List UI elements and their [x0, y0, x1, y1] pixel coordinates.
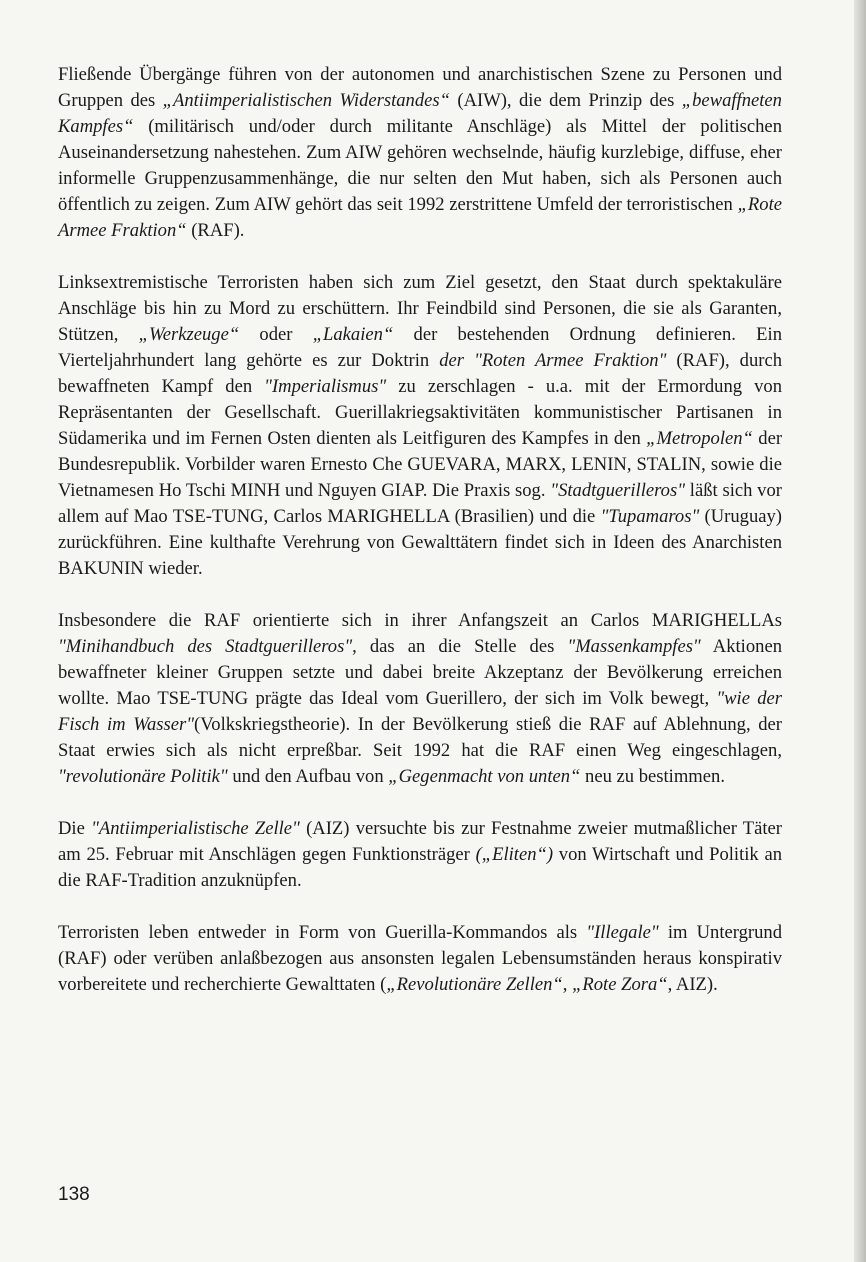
page-edge-shadow: [854, 0, 866, 1262]
text-segment: von Wirtschaft und Politik an die RAF-Tradition anzuknüpfen.: [58, 844, 782, 891]
text-segment: (AIZ) versuchte bis zur Festnahme zweier mutmaßlicher Täter am 25. Februar mit Anschlägen gegen Funktionsträger: [58, 818, 782, 865]
italic-segment: „Rote Armee Fraktion“: [58, 194, 782, 241]
text-segment: , AIZ).: [667, 974, 718, 995]
text-segment: Terroristen leben entweder in Form von Guerilla-Kommandos als: [58, 922, 587, 943]
italic-segment: „Rote Zora“: [572, 974, 668, 995]
text-segment: neu zu bestimmen.: [580, 766, 725, 787]
text-segment: Insbesondere die RAF orientierte sich in ihrer Anfangszeit an Carlos MARIGHELLAs: [58, 610, 782, 631]
text-segment: und den Aufbau von: [227, 766, 389, 787]
paragraph-linksextremistische-terroristen: [58, 270, 782, 582]
text-segment: oder: [239, 324, 313, 345]
italic-segment: "Imperialismus": [264, 376, 387, 397]
italic-segment: "Tupamaros": [600, 506, 700, 527]
italic-segment: "Stadtguerilleros": [550, 480, 686, 501]
italic-segment: „Antiimperialistischen Widerstandes“: [162, 90, 450, 111]
italic-segment: der "Roten Armee Fraktion": [439, 350, 667, 371]
text-segment: (RAF).: [186, 220, 245, 241]
text-segment: , das an die Stelle des: [352, 636, 568, 657]
italic-segment: "wie der Fisch im Wasser": [58, 688, 782, 735]
text-segment: im Untergrund (RAF) oder verüben anlaßbezogen aus ansonsten legalen Lebensumständen heraus konspirativ vorbereitete und recherchierte Gewalttaten (: [58, 922, 782, 995]
italic-segment: "Minihandbuch des Stadtguerilleros": [58, 636, 353, 657]
italic-segment: „bewaffneten Kampfes“: [58, 90, 782, 137]
text-segment: Fließende Übergänge führen von der autonomen und anarchistischen Szene zu Personen und Gruppen des: [58, 64, 782, 111]
italic-segment: "revolutionäre Politik": [58, 766, 228, 787]
italic-segment: („Eliten“): [475, 844, 554, 865]
italic-segment: „Metropolen“: [646, 428, 753, 449]
text-segment: Die: [58, 818, 92, 839]
body-text: [58, 62, 782, 1024]
italic-segment: „Gegenmacht von unten“: [388, 766, 581, 787]
italic-segment: "Antiimperialistische Zelle": [91, 818, 300, 839]
paragraph-aiw: [58, 62, 782, 244]
page-number: 138: [58, 1184, 90, 1205]
text-segment: (RAF), durch bewaffneten Kampf den: [58, 350, 782, 397]
italic-segment: "Massenkampfes": [567, 636, 701, 657]
text-segment: (Volkskriegstheorie). In der Bevölkerung stieß die RAF auf Ablehnung, der Staat erwies sich als nicht erpreßbar. Seit 1992 hat die RAF einen Weg eingeschlagen,: [58, 714, 782, 761]
text-segment: der bestehenden Ordnung definieren. Ein Vierteljahrhundert lang gehörte es zur Doktrin: [58, 324, 782, 371]
italic-segment: „Revolutionäre Zellen“: [386, 974, 563, 995]
text-segment: (Uruguay) zurückführen. Eine kulthafte Verehrung von Gewalttätern findet sich in Ideen des Anarchisten BAKUNIN wieder.: [58, 506, 782, 579]
text-segment: Linksextremistische Terroristen haben sich zum Ziel gesetzt, den Staat durch spektakuläre Anschläge bis hin zu Mord zu erschüttern. Ihr Feindbild sind Personen, die sie als Garanten, Stützen,: [58, 272, 782, 345]
text-segment: zu zerschlagen - u.a. mit der Ermordung von Repräsentanten der Gesellschaft. Guerillakriegsaktivitäten kommunistischer Partisanen in Südamerika und im Fernen Osten dienten als Leitfiguren des Kampfes in den: [58, 376, 783, 449]
paragraph-aiz: [58, 816, 782, 894]
italic-segment: "Illegale": [586, 922, 659, 943]
paragraph-terroristen-leben: [58, 920, 782, 998]
text-segment: (AIW), die dem Prinzip des: [449, 90, 682, 111]
italic-segment: „Lakaien“: [312, 324, 394, 345]
italic-segment: „Werkzeuge“: [138, 324, 240, 345]
text-segment: der Bundesrepublik. Vorbilder waren Ernesto Che GUEVARA, MARX, LENIN, STALIN, sowie die Vietnamesen Ho Tschi MINH und Nguyen GIAP. Die Praxis sog.: [58, 428, 783, 501]
text-segment: läßt sich vor allem auf Mao TSE-TUNG, Carlos MARIGHELLA (Brasilien) und die: [58, 480, 782, 527]
text-segment: (militärisch und/oder durch militante Anschläge) als Mittel der politischen Auseinandersetzung nahestehen. Zum AIW gehören wechselnde, häufig kurzlebige, diffuse, eher informelle Gruppenzusammenhänge, die nur selten den Mut haben, sich als Personen auch öffentlich zu zeigen. Zum AIW gehört das seit 1992 zerstrittene Umfeld der terroristischen: [58, 116, 782, 215]
text-segment: Aktionen bewaffneter kleiner Gruppen setzte und dabei breite Akzeptanz der Bevölkerung erreichen wollte. Mao TSE-TUNG prägte das Ideal vom Guerillero, der sich im Volk bewegt,: [58, 636, 782, 709]
paragraph-raf-anfangszeit: [58, 608, 782, 790]
text-segment: ,: [562, 974, 573, 995]
